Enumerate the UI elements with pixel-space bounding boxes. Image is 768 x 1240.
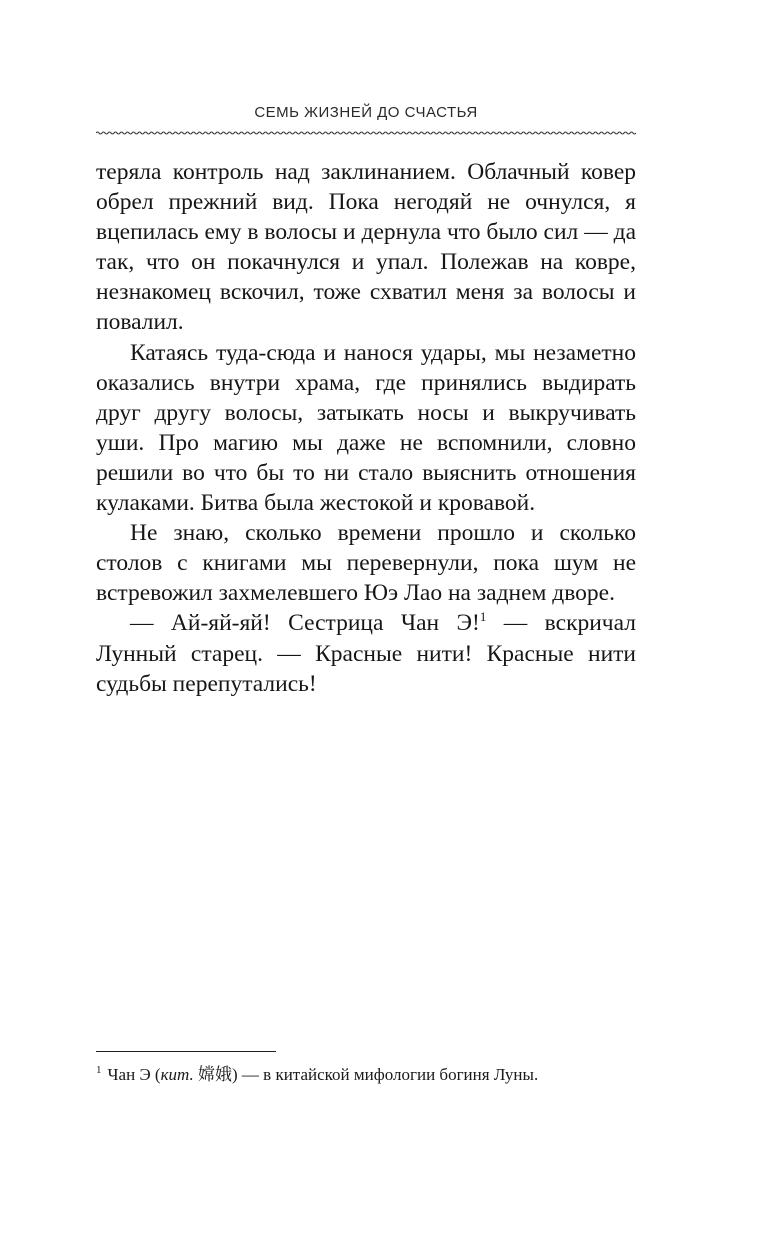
- paragraph: теряла контроль над заклинанием. Облачный ковер обрел прежний вид. Пока негодяй не очнулся, я вцепилась ему в волосы и дернула что было сил — да так, что он покачнулся и упал. Полежав на ковре, незнакомец вскочил, тоже схватил меня за волосы и повалил.: [96, 159, 636, 336]
- paragraph: Не знаю, сколько времени прошло и сколько столов с книгами мы перевернули, пока шум не встревожил захмелевшего Юэ Лао на заднем дворе.: [96, 520, 636, 607]
- footnote-text-start: Чан Э (: [107, 1065, 161, 1084]
- footnote-text-end: 嫦娥) — в китайской мифологии богиня Луны.: [193, 1065, 539, 1084]
- paragraph: Катаясь туда-сюда и нанося удары, мы незаметно оказались внутри храма, где принялись выдирать друг другу волосы, затыкать носы и выкручивать уши. Про магию мы даже не вспомнили, словно решили во что бы то ни стало выяснить отношения кулаками. Битва была жестокой и кровавой.: [96, 339, 636, 517]
- main-text: [96, 157, 636, 699]
- wavy-header-rule: [96, 128, 636, 138]
- footnote-reference[interactable]: 1: [479, 609, 487, 625]
- running-head-title: СЕМЬ ЖИЗНЕЙ ДО СЧАСТЬЯ: [254, 104, 478, 121]
- footnote: [96, 1064, 656, 1086]
- footnote-separator: [96, 1051, 276, 1052]
- paragraph-dialogue: [96, 608, 636, 698]
- dialogue-end: — вскричал Лунный старец. — Красные нити! Красные нити судьбы перепутались!: [96, 610, 636, 697]
- footnote-number: 1: [96, 1064, 102, 1077]
- footnote-italic-abbrev: кит.: [160, 1065, 194, 1084]
- dialogue-start: — Ай-яй-яй! Сестрица Чан Э!: [130, 610, 480, 637]
